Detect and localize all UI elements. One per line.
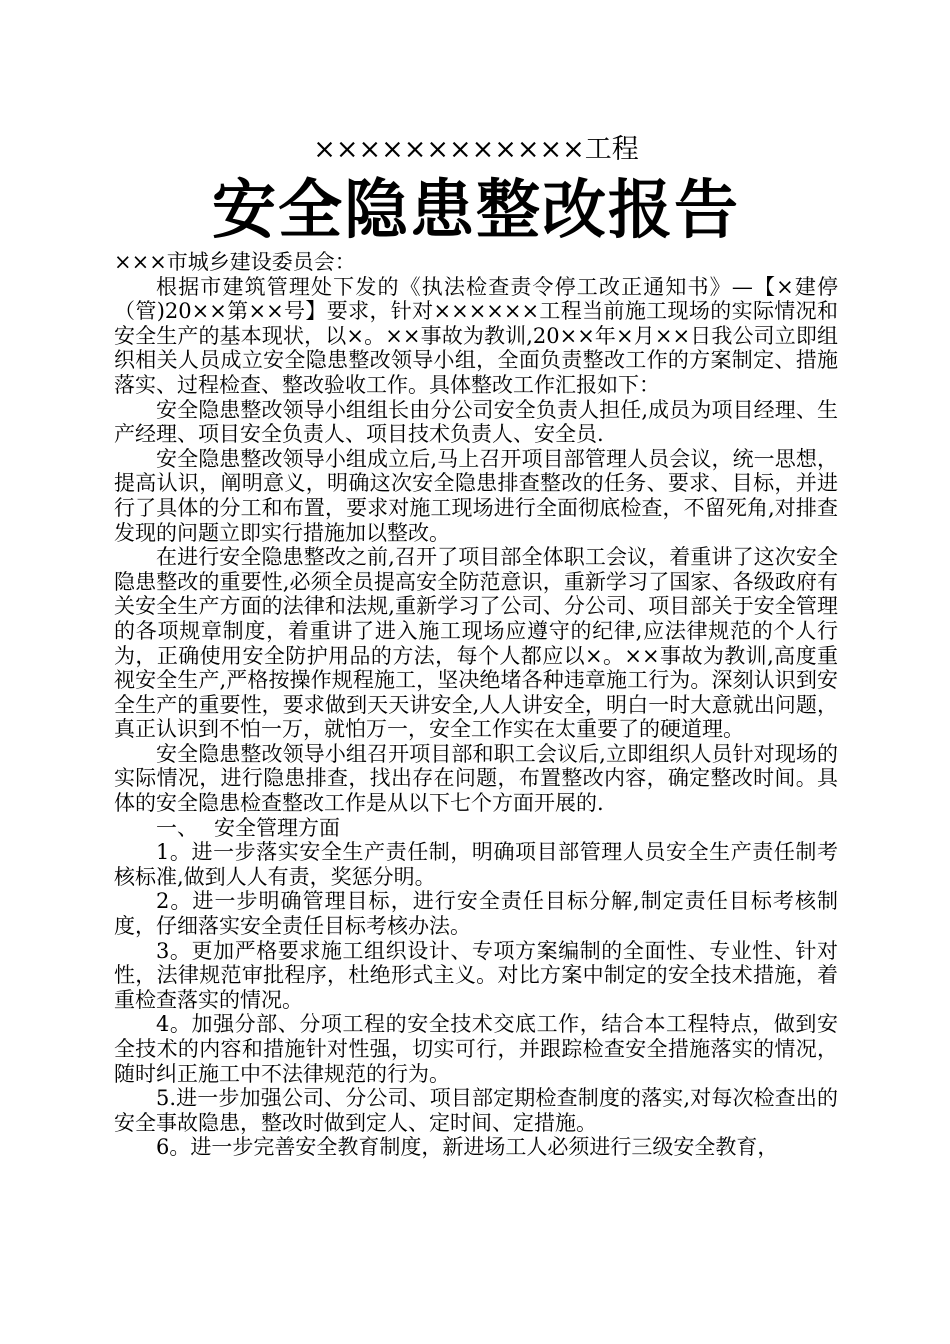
report-title: 安全隐患整改报告 — [212, 173, 740, 248]
paragraph-inspection-scope: 安全隐患整改领导小组召开项目部和职工会议后,立即组织人员针对现场的实际情况，进行隐患排查，找出存在问题，布置整改内容，确定整改时间。具体的安全隐患检查整改工作是从以下七个方面开展的. — [114, 741, 838, 816]
document-body — [114, 250, 838, 1160]
paragraph-staff-meeting: 在进行安全隐患整改之前,召开了项目部全体职工会议，着重讲了这次安全隐患整改的重要性,必须全员提高安全防范意识，重新学习了国家、各级政府有关安全生产方面的法律和法规,重新学习了公司、分公司、项目部关于安全管理的各项规章制度，着重讲了进入施工现场应遵守的纪律,应法律规范的个人行为，正确使用安全防护用品的方法，每个人都应以×。××事故为教训,高度重视安全生产,严格按操作规程施工，坚决绝堵各种违章施工行为。深刻认识到安全生产的重要性，要求做到天天讲安全,人人讲安全，明白一时大意就出问题，真正认识到不怕一万，就怕万一，安全工作实在太重要了的硬道理。 — [114, 545, 838, 742]
section-title: 安全管理方面 — [214, 815, 340, 840]
section-heading — [114, 816, 838, 841]
list-item: 1。进一步落实安全生产责任制，明确项目部管理人员安全生产责任制考核标准,做到人人有责，奖惩分明。 — [114, 840, 838, 889]
paragraph-leadership-group: 安全隐患整改领导小组组长由分公司安全负责人担任,成员为项目经理、生产经理、项目安全负责人、项目技术负责人、安全员. — [114, 397, 838, 447]
list-item: 4。加强分部、分项工程的安全技术交底工作，结合本工程特点，做到安全技术的内容和措施针对性强，切实可行，并跟踪检查安全措施落实的情况，随时纠正施工中不法律规范的行为。 — [114, 1012, 838, 1086]
paragraph-notice-basis: 根据市建筑管理处下发的《执法检查责令停工改正通知书》—【×建停（管)20××第××号】要求，针对××××××工程当前施工现场的实际情况和安全生产的基本现状，以×。××事故为教训,20××年×月××日我公司立即组织相关人员成立安全隐患整改领导小组，全面负责整改工作的方案制定、措施落实、过程检查、整改验收工作。具体整改工作汇报如下： — [114, 274, 838, 397]
addressee: ×××市城乡建设委员会： — [114, 250, 356, 274]
section-number: 一、 — [156, 815, 198, 840]
list-item: 6。进一步完善安全教育制度，新进场工人必须进行三级安全教育， — [156, 1135, 779, 1160]
list-item: 5.进一步加强公司、分公司、项目部定期检查制度的落实,对每次检查出的安全事故隐患，整改时做到定人、定时间、定措施。 — [114, 1086, 838, 1135]
list-item: 2。进一步明确管理目标，进行安全责任目标分解,制定责任目标考核制度，仔细落实安全责任目标考核办法。 — [114, 889, 838, 939]
list-item: 3。更加严格要求施工组织设计、专项方案编制的全面性、专业性、针对性，法律规范审批程序，杜绝形式主义。对比方案中制定的安全技术措施，着重检查落实的情况。 — [114, 938, 838, 1012]
document-page — [114, 128, 838, 1160]
paragraph-management-meeting: 安全隐患整改领导小组成立后,马上召开项目部管理人员会议，统一思想，提高认识，阐明意义，明确这次安全隐患排查整改的任务、要求、目标，并进行了具体的分工和布置，要求对施工现场进行全面彻底检查，不留死角,对排查发现的问题立即实行措施加以整改。 — [114, 446, 838, 545]
project-title: ××××××××××××工程 — [313, 134, 639, 165]
